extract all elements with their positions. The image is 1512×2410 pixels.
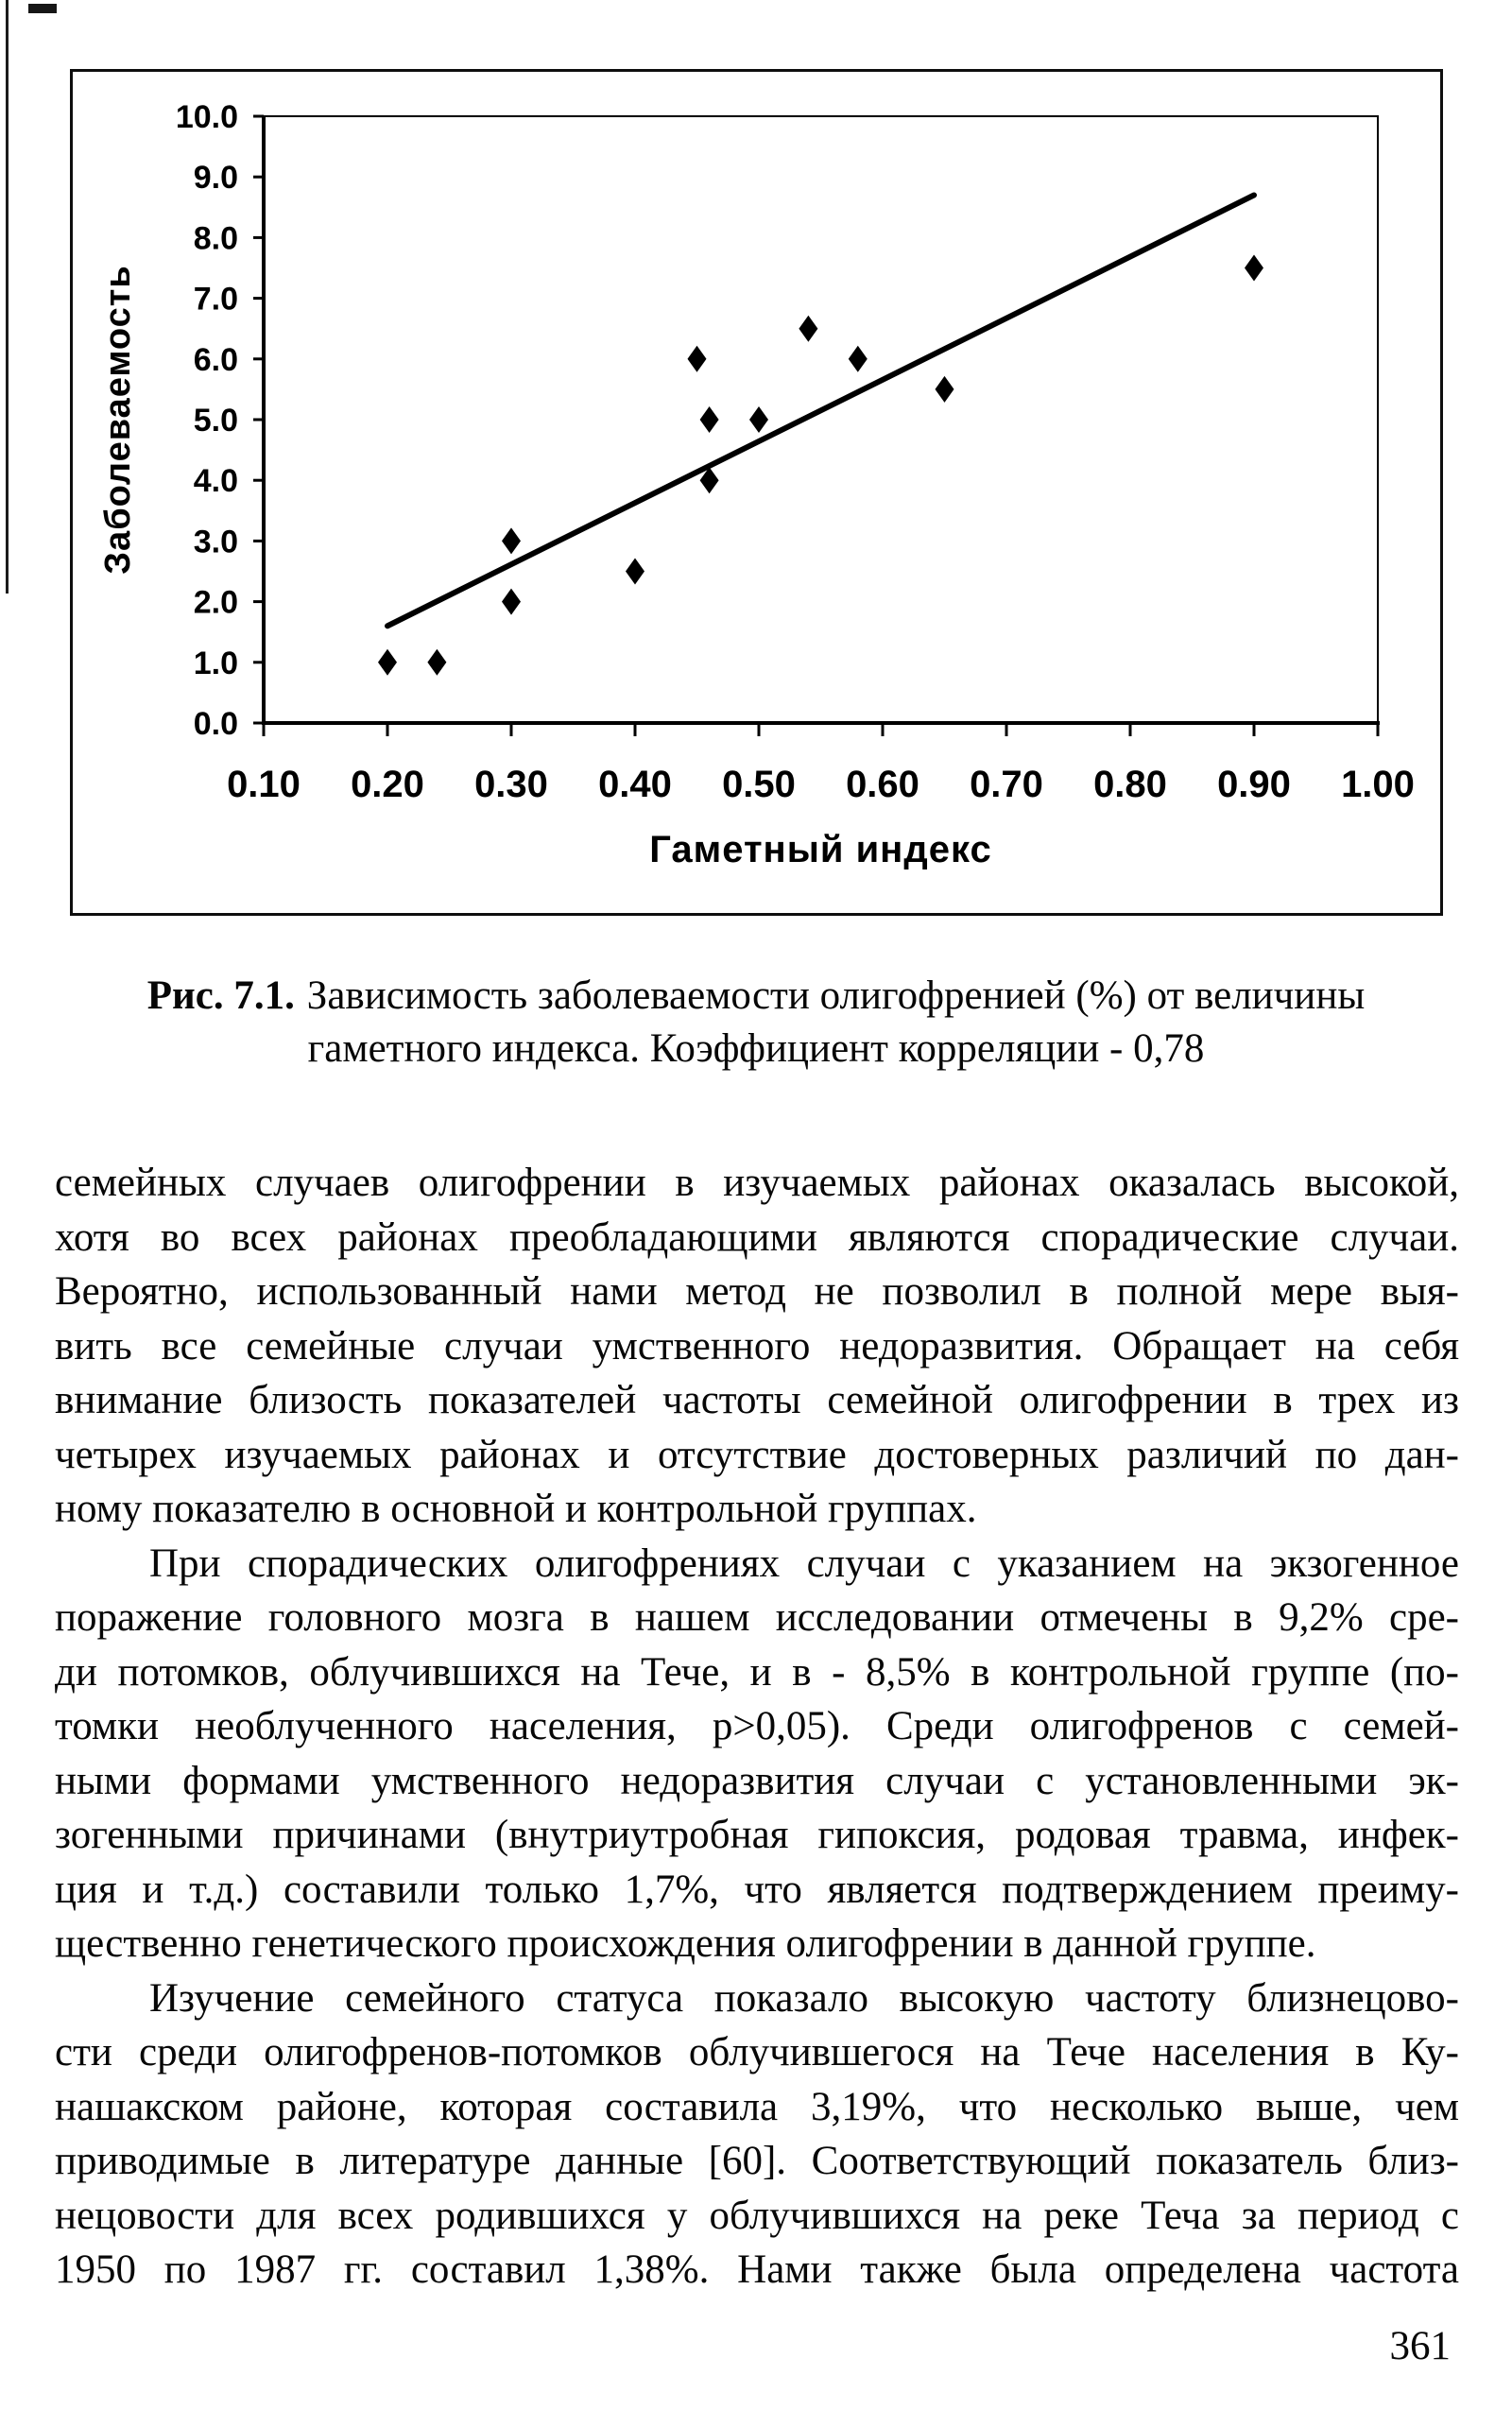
y-tick-label: 4.0 <box>193 463 238 500</box>
text-line: вить все семейные случаи умственного недоразвития. Обращает на себя <box>55 1323 1459 1369</box>
x-tick-label: 0.80 <box>1093 764 1167 805</box>
data-point <box>502 527 521 554</box>
figure-caption-text: Зависимость заболеваемости олигофренией (%) от величины <box>306 973 1366 1018</box>
y-tick-label: 6.0 <box>193 341 238 378</box>
y-tick-label: 5.0 <box>193 403 238 439</box>
data-point <box>936 376 954 403</box>
text-line: поражение головного мозга в нашем исследовании отмечены в 9,2% сре- <box>55 1595 1459 1640</box>
figure-caption <box>0 970 1512 1076</box>
x-tick-label: 0.60 <box>846 764 919 805</box>
figure-box <box>70 69 1443 916</box>
data-point <box>626 559 644 585</box>
text-line: ному показателю в основной и контрольной группах. <box>55 1487 977 1531</box>
figure-caption-number: Рис. 7.1. <box>146 973 295 1018</box>
text-line: При спорадических олигофрениях случаи с указанием на экзогенное <box>149 1541 1459 1586</box>
figure-caption-line1 <box>0 970 1512 1023</box>
y-tick-label: 8.0 <box>193 220 238 257</box>
data-point <box>749 406 768 433</box>
x-tick-label: 0.90 <box>1217 764 1291 805</box>
scan-edge-artifact <box>6 0 9 594</box>
y-tick-label: 9.0 <box>193 160 238 197</box>
text-line: щественно генетического происхождения олигофрении в данной группе. <box>55 1921 1316 1966</box>
y-axis-title: Заболеваемость <box>98 265 138 575</box>
x-tick-label: 0.40 <box>598 764 672 805</box>
x-tick-label: 0.20 <box>351 764 424 805</box>
text-line: семейных случаев олигофрении в изучаемых районах оказалась высокой, <box>55 1161 1459 1205</box>
plot-border <box>264 116 1378 723</box>
data-point <box>1245 255 1263 282</box>
text-line: Изучение семейного статуса показало высокую частоту близнецово- <box>149 1975 1459 2021</box>
text-line: ция и т.д.) составили только 1,7%, что является подтверждением преиму- <box>55 1867 1459 1912</box>
scatter-chart-svg <box>73 72 1440 913</box>
y-tick-label: 10.0 <box>175 99 238 135</box>
text-line: томки необлученного населения, p>0,05). Среди олигофренов с семей- <box>55 1704 1459 1748</box>
text-line: зогенными причинами (внутриутробная гипоксия, родовая травма, инфек- <box>55 1813 1459 1857</box>
data-point <box>688 346 707 372</box>
x-tick-label: 0.10 <box>227 764 301 805</box>
text-line: приводимые в литературе данные [60]. Соответствующий показатель близ- <box>55 2139 1459 2183</box>
y-tick-label: 1.0 <box>193 645 238 681</box>
text-line: сти среди олигофренов-потомков облучившегося на Тече населения в Ку- <box>55 2030 1459 2074</box>
text-line: нашакском районе, которая составила 3,19%, что несколько выше, чем <box>55 2084 1459 2129</box>
trend-line <box>387 195 1254 626</box>
page-number: 361 <box>1389 2324 1451 2368</box>
x-tick-label: 0.50 <box>722 764 796 805</box>
text-line: 1950 по 1987 гг. составил 1,38%. Нами также была определена частота <box>55 2247 1459 2292</box>
x-tick-label: 0.30 <box>474 764 548 805</box>
scan-corner-artifact <box>28 4 57 13</box>
y-tick-label: 7.0 <box>193 281 238 318</box>
text-line: четырех изучаемых районах и отсутствие достоверных различий по дан- <box>55 1432 1459 1477</box>
data-point <box>502 589 521 615</box>
text-line: Вероятно, использованный нами метод не позволил в полной мере выя- <box>55 1269 1459 1314</box>
text-line: ди потомков, облучившихся на Тече, и в - 8,5% в контрольной группе (по- <box>55 1649 1459 1695</box>
text-line: нецовости для всех родившихся у облучившихся на реке Теча за период с <box>55 2193 1459 2238</box>
x-tick-label: 1.00 <box>1341 764 1415 805</box>
data-point <box>799 316 817 342</box>
text-line: ными формами умственного недоразвития случаи с установленными эк- <box>55 1758 1459 1803</box>
data-point <box>427 649 446 676</box>
data-point <box>849 346 868 372</box>
figure-caption-line2: гаметного индекса. Коэффициент корреляции - 0,78 <box>307 1026 1205 1071</box>
data-point <box>700 406 719 433</box>
y-tick-label: 3.0 <box>193 524 238 560</box>
body-text <box>55 1156 1459 2298</box>
y-tick-label: 0.0 <box>193 706 238 742</box>
text-line: хотя во всех районах преобладающими являются спорадические случаи. <box>55 1214 1459 1260</box>
text-line: внимание близость показателей частоты семейной олигофрении в трех из <box>55 1378 1459 1422</box>
data-point <box>378 649 397 676</box>
y-tick-label: 2.0 <box>193 584 238 621</box>
x-tick-label: 0.70 <box>970 764 1043 805</box>
x-axis-title: Гаметный индекс <box>649 829 992 870</box>
